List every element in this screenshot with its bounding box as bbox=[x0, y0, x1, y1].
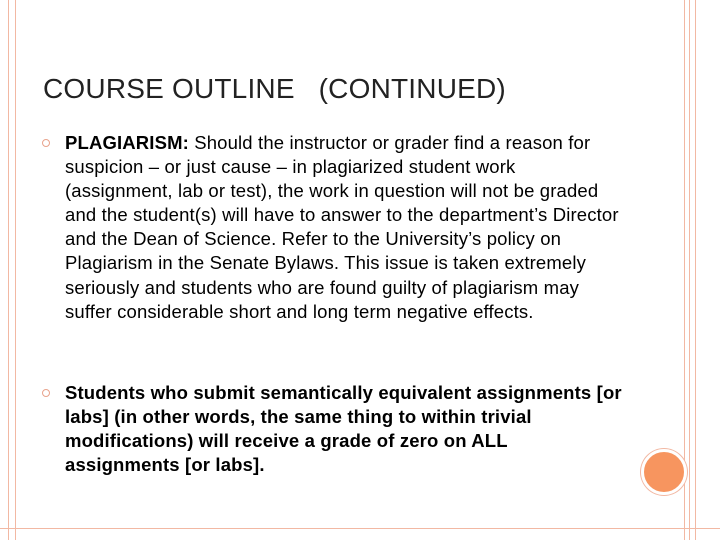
bullet-circle-icon bbox=[42, 389, 50, 397]
bullet-item-plagiarism bbox=[42, 131, 622, 324]
decorative-frame-left bbox=[8, 0, 16, 540]
accent-circle bbox=[641, 449, 687, 495]
decorative-frame-right bbox=[684, 0, 696, 540]
slide-title: COURSE OUTLINE (CONTINUED) bbox=[43, 73, 506, 104]
decorative-frame-right-inner bbox=[689, 0, 690, 540]
decorative-frame-bottom bbox=[0, 528, 720, 529]
bullet-circle-icon bbox=[42, 139, 50, 147]
bullet-body: Should the instructor or grader find a reason for suspicion – or just cause – in plagiarized student work (assignment, lab or test), the work in question will not be graded and the student(s) will have to answer to the department’s Director and the Dean of Science. Refer to the University’s policy on Plagiarism in the Senate Bylaws. This issue is taken extremely seriously and students who are found guilty of plagiarism may suffer considerable short and long term negative effects. bbox=[65, 132, 619, 322]
bullet-lead: PLAGIARISM: bbox=[65, 132, 189, 153]
bullet-item-equivalent-assignments bbox=[42, 381, 622, 477]
bullet-text: Students who submit semantically equivalent assignments [or labs] (in other words, the same thing to within trivial modifications) will receive a grade of zero on ALL assignments [or labs]. bbox=[65, 382, 622, 476]
bullet-text bbox=[65, 131, 622, 324]
